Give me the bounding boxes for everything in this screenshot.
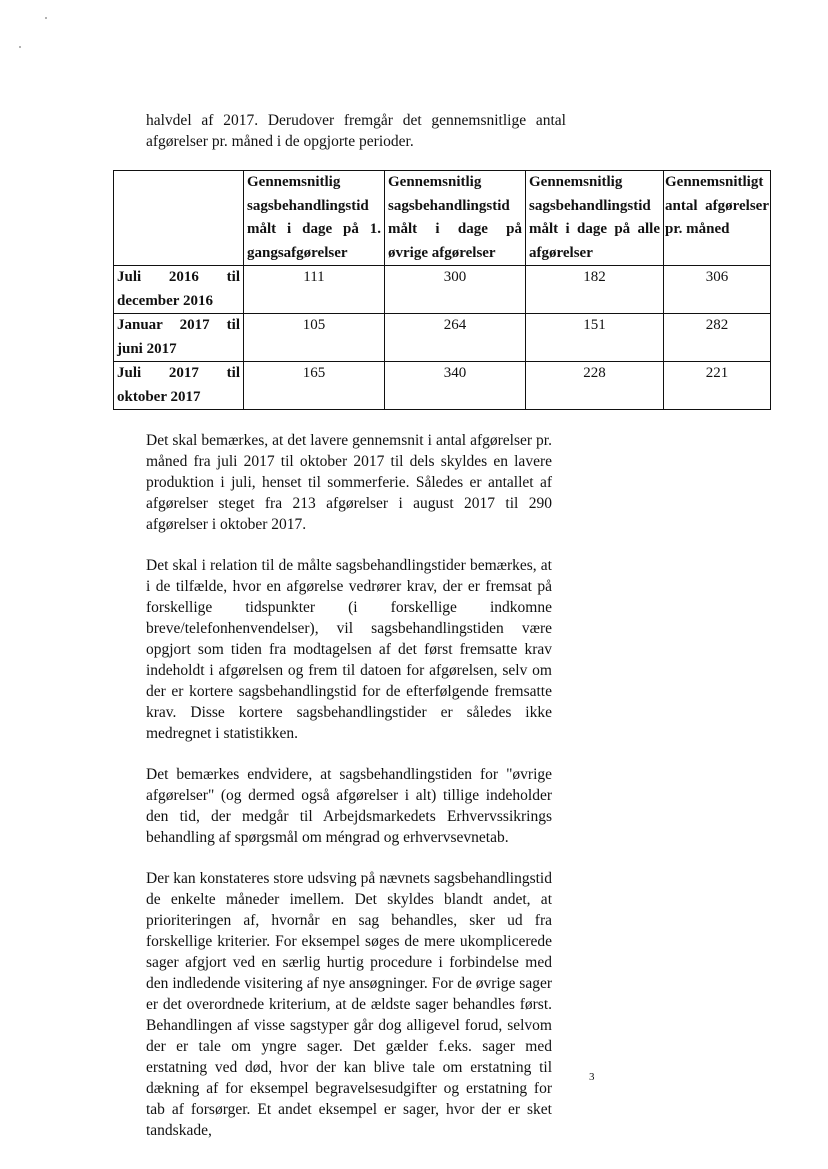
table-row bbox=[114, 266, 771, 314]
intro-paragraph: halvdel af 2017. Derudover fremgår det gennemsnitlige antal afgørelser pr. måned i de opgjorte perioder. bbox=[146, 112, 566, 150]
row-period-label: Januar 2017 til juni 2017 bbox=[114, 314, 244, 362]
column-header: Gennemsnitlig sagsbehandlingstid målt i dage på alle afgørelser bbox=[526, 171, 664, 266]
table-header-row bbox=[114, 171, 771, 266]
paragraph: Det skal bemærkes, at det lavere gennemsnit i antal afgørelser pr. måned fra juli 2017 til oktober 2017 til dels skyldes en lavere produktion i juli, henset til sommerferie. Således er antallet af afgørelser steget fra 213 afgørelser i august 2017 til 290 afgørelser i oktober 2017. bbox=[146, 432, 552, 533]
processing-time-table bbox=[113, 170, 771, 410]
table-cell: 340 bbox=[385, 362, 526, 410]
scan-speck bbox=[45, 17, 47, 19]
table-cell: 306 bbox=[664, 266, 771, 314]
column-header: Gennemsnitlig sagsbehandlingstid målt i dage på 1. gangsafgørelser bbox=[244, 171, 385, 266]
table-row bbox=[114, 314, 771, 362]
table-corner-cell bbox=[114, 171, 244, 266]
table-cell: 264 bbox=[385, 314, 526, 362]
row-period-label: Juli 2017 til oktober 2017 bbox=[114, 362, 244, 410]
paragraph: Det bemærkes endvidere, at sagsbehandlingstiden for "øvrige afgørelser" (og dermed også afgørelser i alt) tillige indeholder den tid, der medgår til Arbejdsmarkedets Erhvervssikrings behandling af spørgsmål om méngrad og erhvervsevnetab. bbox=[146, 766, 552, 846]
scan-speck bbox=[19, 46, 21, 48]
table-row bbox=[114, 362, 771, 410]
page-number: 3 bbox=[589, 1071, 595, 1083]
table-cell: 165 bbox=[244, 362, 385, 410]
column-header: Gennemsnitlig sagsbehandlingstid målt i dage på øvrige afgørelser bbox=[385, 171, 526, 266]
intro-text bbox=[146, 110, 566, 152]
table-cell: 282 bbox=[664, 314, 771, 362]
body-text bbox=[146, 430, 552, 1161]
table-cell: 151 bbox=[526, 314, 664, 362]
row-period-label: Juli 2016 til december 2016 bbox=[114, 266, 244, 314]
paragraph: Det skal i relation til de målte sagsbehandlingstider bemærkes, at i de tilfælde, hvor en afgørelse vedrører krav, der er fremsat på forskellige tidspunkter (i forskellige indkomne breve/telefonhenvendelser), vil sagsbehandlingstiden være opgjort som tiden fra modtagelsen af det først fremsatte krav indeholdt i afgørelsen og frem til datoen for afgørelsen, selv om der er kortere sagsbehandlingstid for de efterfølgende fremsatte krav. Disse kortere sagsbehandlingstider er således ikke medregnet i statistikken. bbox=[146, 557, 552, 742]
paragraph: Der kan konstateres store udsving på nævnets sagsbehandlingstid de enkelte måneder imellem. Det skyldes blandt andet, at prioriteringen af, hvornår en sag behandles, sker ud fra forskellige kriterier. For eksempel søges de mere ukomplicerede sager afgjort ved en særlig hurtig procedure i forbindelse med den indledende visitering af nye ansøgninger. For de øvrige sager er det overordnede kriterium, at de ældste sager behandles først. Behandlingen af visse sagstyper går dog alligevel forud, selvom der er tale om yngre sager. Det gælder f.eks. sager med erstatning ved død, hvor der kan blive tale om erstatning til dækning af for eksempel begravelsesudgifter og erstatning for tab af forsørger. Et andet eksempel er sager, hvor der er sket tandskade, bbox=[146, 870, 552, 1139]
table-cell: 300 bbox=[385, 266, 526, 314]
table-cell: 105 bbox=[244, 314, 385, 362]
table-cell: 228 bbox=[526, 362, 664, 410]
table-cell: 182 bbox=[526, 266, 664, 314]
table-cell: 221 bbox=[664, 362, 771, 410]
table-cell: 111 bbox=[244, 266, 385, 314]
column-header: Gennemsnitligt antal afgørelser pr. måned bbox=[664, 171, 771, 266]
